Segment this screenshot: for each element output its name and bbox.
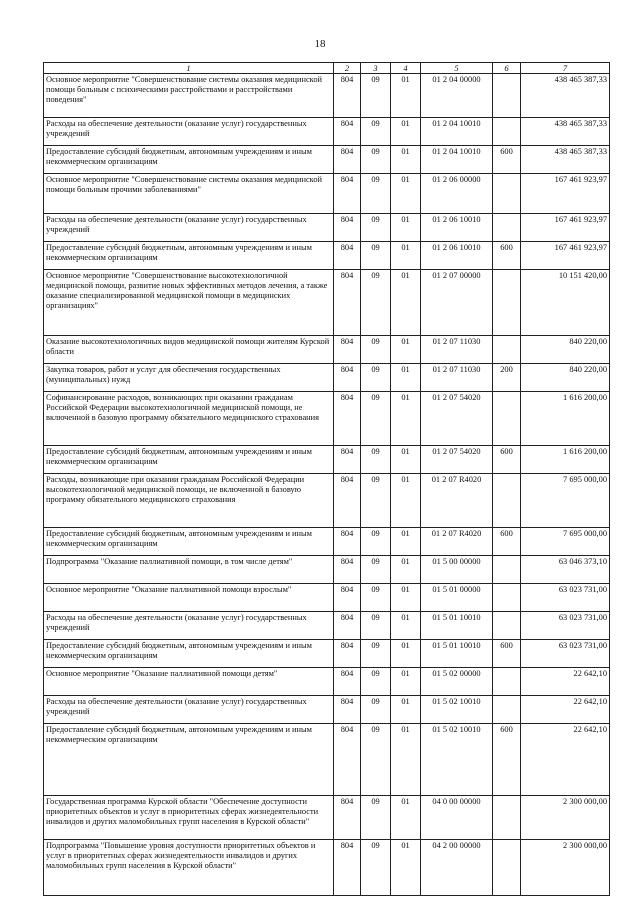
row-subsection-code: 01 [391,214,421,242]
row-section-code: 09 [361,364,391,392]
row-expense-type [493,214,521,242]
row-target-article: 01 2 07 54020 [421,446,493,474]
row-expense-type [493,796,521,840]
row-section-code: 09 [361,612,391,640]
row-ministry-code: 804 [334,668,361,696]
row-section-code: 09 [361,446,391,474]
row-name: Основное мероприятие "Оказание паллиативной помощи детям" [44,668,334,696]
table-row [44,146,610,174]
row-name: Предоставление субсидий бюджетным, автономным учреждениям и иным некоммерческим организациям [44,640,334,668]
row-expense-type [493,392,521,446]
row-amount: 7 695 000,00 [521,474,610,528]
row-amount: 1 616 200,00 [521,392,610,446]
row-expense-type [493,74,521,118]
row-amount: 840 220,00 [521,336,610,364]
row-section-code: 09 [361,724,391,796]
row-section-code: 09 [361,174,391,214]
row-expense-type [493,474,521,528]
table-row [44,528,610,556]
row-target-article: 01 5 01 10010 [421,640,493,668]
row-subsection-code: 01 [391,174,421,214]
table-row [44,668,610,696]
row-amount: 63 046 373,10 [521,556,610,584]
row-name: Оказание высокотехнологичных видов медицинской помощи жителям Курской области [44,336,334,364]
row-section-code: 09 [361,392,391,446]
table-row [44,214,610,242]
row-amount: 63 023 731,00 [521,584,610,612]
row-subsection-code: 01 [391,556,421,584]
row-name: Предоставление субсидий бюджетным, автономным учреждениям и иным некоммерческим организациям [44,242,334,270]
page-number: 18 [314,38,326,50]
row-expense-type: 600 [493,640,521,668]
row-amount: 22 642,10 [521,724,610,796]
table-row [44,118,610,146]
row-section-code: 09 [361,696,391,724]
row-ministry-code: 804 [334,364,361,392]
row-section-code: 09 [361,242,391,270]
row-target-article: 01 2 06 00000 [421,174,493,214]
row-ministry-code: 804 [334,584,361,612]
row-target-article: 01 2 07 11030 [421,336,493,364]
table-row [44,364,610,392]
row-name: Государственная программа Курской области "Обеспечение доступности приоритетных объектов и услуг в приоритетных сферах жизнедеятельности инвалидов и других маломобильных групп населения в Курской области" [44,796,334,840]
row-subsection-code: 01 [391,446,421,474]
row-name: Основное мероприятие "Совершенствование системы оказания медицинской помощи больным прочими заболеваниями" [44,174,334,214]
row-amount: 438 465 387,33 [521,118,610,146]
row-expense-type [493,840,521,896]
row-expense-type: 600 [493,724,521,796]
row-name: Закупка товаров, работ и услуг для обеспечения государственных (муниципальных) нужд [44,364,334,392]
row-name: Расходы на обеспечение деятельности (оказание услуг) государственных учреждений [44,214,334,242]
row-expense-type [493,668,521,696]
row-target-article: 04 0 00 00000 [421,796,493,840]
row-target-article: 01 2 04 10010 [421,146,493,174]
column-number: 1 [44,63,334,74]
row-target-article: 01 2 06 10010 [421,214,493,242]
row-target-article: 01 5 01 00000 [421,584,493,612]
row-name: Подпрограмма "Повышение уровня доступности приоритетных объектов и услуг в приоритетных сферах жизнедеятельности инвалидов и других маломобильных групп населения в Курской области" [44,840,334,896]
row-ministry-code: 804 [334,336,361,364]
row-target-article: 01 5 02 00000 [421,668,493,696]
table-row [44,640,610,668]
row-amount: 167 461 923,97 [521,214,610,242]
row-section-code: 09 [361,796,391,840]
row-section-code: 09 [361,640,391,668]
table-row [44,724,610,796]
row-name: Основное мероприятие "Совершенствование высокотехнологичной медицинской помощи, развитие новых эффективных методов лечения, а также оказание специализированной медицинской помощи в медицинских организациях" [44,270,334,336]
row-amount: 2 300 000,00 [521,796,610,840]
row-expense-type [493,118,521,146]
row-section-code: 09 [361,336,391,364]
column-number: 6 [493,63,521,74]
row-section-code: 09 [361,528,391,556]
table-row [44,474,610,528]
row-amount: 7 695 000,00 [521,528,610,556]
row-expense-type: 600 [493,242,521,270]
row-amount: 10 151 420,00 [521,270,610,336]
row-subsection-code: 01 [391,528,421,556]
row-ministry-code: 804 [334,528,361,556]
row-target-article: 01 5 01 10010 [421,612,493,640]
row-ministry-code: 804 [334,118,361,146]
row-expense-type: 600 [493,528,521,556]
row-ministry-code: 804 [334,612,361,640]
table-row [44,796,610,840]
row-ministry-code: 804 [334,840,361,896]
row-ministry-code: 804 [334,392,361,446]
row-section-code: 09 [361,584,391,612]
table-row [44,242,610,270]
row-ministry-code: 804 [334,724,361,796]
row-ministry-code: 804 [334,270,361,336]
row-expense-type: 600 [493,446,521,474]
row-target-article: 01 2 07 00000 [421,270,493,336]
row-name: Предоставление субсидий бюджетным, автономным учреждениям и иным некоммерческим организациям [44,446,334,474]
row-subsection-code: 01 [391,724,421,796]
column-number: 4 [391,63,421,74]
row-subsection-code: 01 [391,796,421,840]
row-section-code: 09 [361,668,391,696]
row-subsection-code: 01 [391,242,421,270]
row-amount: 22 642,10 [521,696,610,724]
row-amount: 63 023 731,00 [521,612,610,640]
row-ministry-code: 804 [334,640,361,668]
row-ministry-code: 804 [334,556,361,584]
table-row [44,174,610,214]
row-expense-type: 200 [493,364,521,392]
row-target-article: 01 2 04 00000 [421,74,493,118]
row-target-article: 01 2 07 R4020 [421,528,493,556]
row-ministry-code: 804 [334,446,361,474]
row-amount: 2 300 000,00 [521,840,610,896]
row-section-code: 09 [361,556,391,584]
row-subsection-code: 01 [391,640,421,668]
row-subsection-code: 01 [391,270,421,336]
row-subsection-code: 01 [391,74,421,118]
row-name: Расходы, возникающие при оказании гражданам Российской Федерации высокотехнологичной медицинской помощи, не включенной в базовую программу обязательного медицинского страхования [44,474,334,528]
table-row [44,446,610,474]
row-name: Софинансирование расходов, возникающих при оказании гражданам Российской Федерации высокотехнологичной медицинской помощи, не включенной в базовую программу обязательного медицинского страхования [44,392,334,446]
row-amount: 167 461 923,97 [521,242,610,270]
row-name: Основное мероприятие "Совершенствование системы оказания медицинской помощи больным с психическими расстройствами и расстройствами поведения" [44,74,334,118]
row-name: Предоставление субсидий бюджетным, автономным учреждениям и иным некоммерческим организациям [44,724,334,796]
row-subsection-code: 01 [391,146,421,174]
row-subsection-code: 01 [391,392,421,446]
row-ministry-code: 804 [334,796,361,840]
row-ministry-code: 804 [334,214,361,242]
row-section-code: 09 [361,146,391,174]
row-amount: 167 461 923,97 [521,174,610,214]
row-subsection-code: 01 [391,696,421,724]
row-name: Расходы на обеспечение деятельности (оказание услуг) государственных учреждений [44,118,334,146]
row-target-article: 04 2 00 00000 [421,840,493,896]
table-row [44,612,610,640]
row-section-code: 09 [361,474,391,528]
row-expense-type [493,612,521,640]
row-section-code: 09 [361,270,391,336]
row-section-code: 09 [361,840,391,896]
row-target-article: 01 2 07 R4020 [421,474,493,528]
row-expense-type [493,556,521,584]
row-amount: 1 616 200,00 [521,446,610,474]
row-subsection-code: 01 [391,474,421,528]
row-amount: 438 465 387,33 [521,146,610,174]
row-expense-type [493,270,521,336]
column-number-row [44,63,610,74]
table-row [44,270,610,336]
row-target-article: 01 2 07 54020 [421,392,493,446]
row-amount: 438 465 387,33 [521,74,610,118]
table-row [44,584,610,612]
row-subsection-code: 01 [391,612,421,640]
table-row [44,840,610,896]
row-amount: 22 642,10 [521,668,610,696]
row-name: Предоставление субсидий бюджетным, автономным учреждениям и иным некоммерческим организациям [44,146,334,174]
row-ministry-code: 804 [334,174,361,214]
row-ministry-code: 804 [334,474,361,528]
table-row [44,336,610,364]
column-number: 5 [421,63,493,74]
row-expense-type [493,696,521,724]
row-expense-type [493,584,521,612]
column-number: 2 [334,63,361,74]
row-amount: 840 220,00 [521,364,610,392]
row-target-article: 01 5 02 10010 [421,724,493,796]
row-expense-type [493,336,521,364]
row-ministry-code: 804 [334,146,361,174]
row-target-article: 01 5 02 10010 [421,696,493,724]
row-subsection-code: 01 [391,336,421,364]
row-subsection-code: 01 [391,668,421,696]
table-row [44,556,610,584]
row-target-article: 01 5 00 00000 [421,556,493,584]
row-subsection-code: 01 [391,118,421,146]
row-ministry-code: 804 [334,74,361,118]
row-name: Расходы на обеспечение деятельности (оказание услуг) государственных учреждений [44,696,334,724]
budget-table [43,62,610,896]
row-section-code: 09 [361,118,391,146]
table-row [44,392,610,446]
row-subsection-code: 01 [391,584,421,612]
row-expense-type: 600 [493,146,521,174]
column-number: 3 [361,63,391,74]
column-number: 7 [521,63,610,74]
row-expense-type [493,174,521,214]
row-amount: 63 023 731,00 [521,640,610,668]
row-subsection-code: 01 [391,840,421,896]
table-row [44,74,610,118]
row-section-code: 09 [361,214,391,242]
row-target-article: 01 2 04 10010 [421,118,493,146]
row-ministry-code: 804 [334,696,361,724]
row-target-article: 01 2 07 11030 [421,364,493,392]
row-name: Подпрограмма "Оказание паллиативной помощи, в том числе детям" [44,556,334,584]
table-row [44,696,610,724]
row-subsection-code: 01 [391,364,421,392]
row-target-article: 01 2 06 10010 [421,242,493,270]
row-section-code: 09 [361,74,391,118]
row-name: Предоставление субсидий бюджетным, автономным учреждениям и иным некоммерческим организациям [44,528,334,556]
row-ministry-code: 804 [334,242,361,270]
row-name: Расходы на обеспечение деятельности (оказание услуг) государственных учреждений [44,612,334,640]
row-name: Основное мероприятие "Оказание паллиативной помощи взрослым" [44,584,334,612]
